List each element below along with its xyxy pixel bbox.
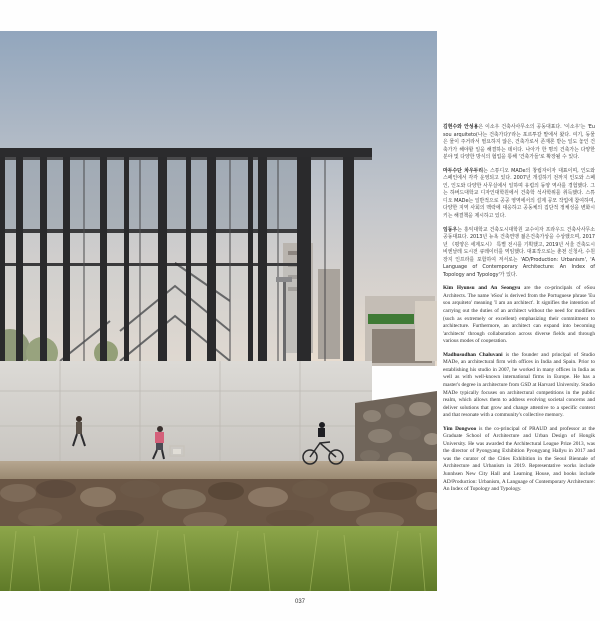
korean-bio-2 [443, 168, 595, 221]
concrete-wall [0, 361, 372, 461]
walking-path [0, 461, 437, 479]
english-bio-1 [443, 285, 595, 345]
korean-bio-1 [443, 124, 595, 162]
korean-bio-3-body: 는 홍익대학교 건축도시대학원 교수이자 프라우드 건축사사무소 공동대표다. 2013년 뉴욕 건축연맹 젊은건축가상을 수상했으며, 2017년 《평양은 세계도시》 특별 전시를 기획했고, 2019년 서울 건축도시비엔날레 도시전 큐레이터를 역임했다. 대표작으로는 춘천 신청사, 수원 장지 인프라를 포함하여 저서로는 'AD/Production: Urbanism', 'A Language of Contemporary Architecture: An Index of Topology and Typology'가 있다. [443, 226, 595, 278]
english-bio-2-name: Madhusudhan Chaluvani [443, 351, 503, 358]
rock-berm [0, 479, 437, 531]
reed-grass [0, 526, 437, 591]
english-bio-2 [443, 352, 595, 420]
korean-bio-3-name: 임동우 [443, 226, 458, 233]
english-bio-1-body: are the co-principals of eSou Architects. The name 'eSou' is derived from the Portuguese phrase 'Eu sou arquiteto' meaning 'I am an architect'. It signifies the intention of carrying out the duties of an architect without the need for modifiers (such as extremely or excellent) emphasizing their commitment to architecture. Furthermore, an architect can expand into becoming 'architects' through collaboration across diverse fields and through various modes of cooperation. [443, 285, 595, 345]
english-bio-1-name: Kim Hyunsu and An Seongyu [443, 285, 521, 292]
korean-bio-3 [443, 227, 595, 280]
english-bio-3-name: Yim Dongwoo [443, 425, 477, 432]
bio-text-column [443, 124, 595, 500]
korean-bio-2-name: 마두수단 차우두리 [443, 167, 484, 174]
stone-retaining-wall [355, 391, 437, 471]
english-bio-3 [443, 426, 595, 494]
page-number: 037 [294, 599, 305, 605]
korean-bio-1-name: 김현수와 안성용 [443, 124, 479, 130]
architecture-photo [0, 31, 437, 591]
roof-slab [0, 148, 372, 157]
english-bio-3-body: is the co-principal of PRAUD and professor at the Graduate School of Architecture and Urban Design of Hongik University. He was awarded the Architectural League Prize 2013, was the director of Pyongyang Exhibition Pyongyang Hallyu in 2017 and was the curator of the Cities Exhibition in the Seoul Biennale of Architecture and Urbanism in 2019. Representative works include Junnhsen New City Hall and Learning House, and books include AD/Production: Urbanism, A Language of Contemporary Architecture: An Index of Topology and Typology. [443, 425, 596, 493]
korean-bio-2-body: 는 스튜디오 MADe의 창립자이자 대표이며, 인도와 스페인에서 각각 운영되고 있다. 2007년 개설하기 전까지 인도와 스페인, 인도와 다양한 사무실에서 일하며 유럽의 동양 역사를 경험했다. 그는 하버드대학교 디자인대학원에서 건축학 석사학위를 취득했다. 스튜디오 MADe는 일반적으로 공공 영역에서의 설계 공모 작업에 참여하며, 다양한 지역 사회의 맥락에 대응하고 공동체의 집단적 정체성을 변화시키는 해결책을 제시하고 있다. [443, 167, 595, 220]
english-bio-2-body: is the founder and principal of Studio MADe, an architectural firm with offices in India and Spain. Prior to establishing his studio in 2007, he worked in many offices in India as well as with well-known international firms in Europe. He has a master's degree in architecture from GSD at Harvard University. Studio MADe typically focuses on architectural competitions in the public realm, which allows them to address evolving societal concerns and deliver solutions that grow and change attentive to a specific context and that resonate with a community's collective memory. [443, 351, 595, 419]
korean-bio-1-body: 은 이소우 건축사사무소의 공동대표다. '이소우'는 'Eu sou arquiteto(나는 건축가다)'라는 포르투갈 말에서 왔다. 여기, 동물은 물이 주거라서 필요하지 않은, 건축가로서 존재론 받는 일도 놓인 건축가가 해야할 일을 해결하는 데이다. 나아가 한 명의 건축가는 다양한 분야 및 다양한 방식의 협업을 통해 '건축가들'로 확장될 수 있다. [443, 124, 595, 161]
